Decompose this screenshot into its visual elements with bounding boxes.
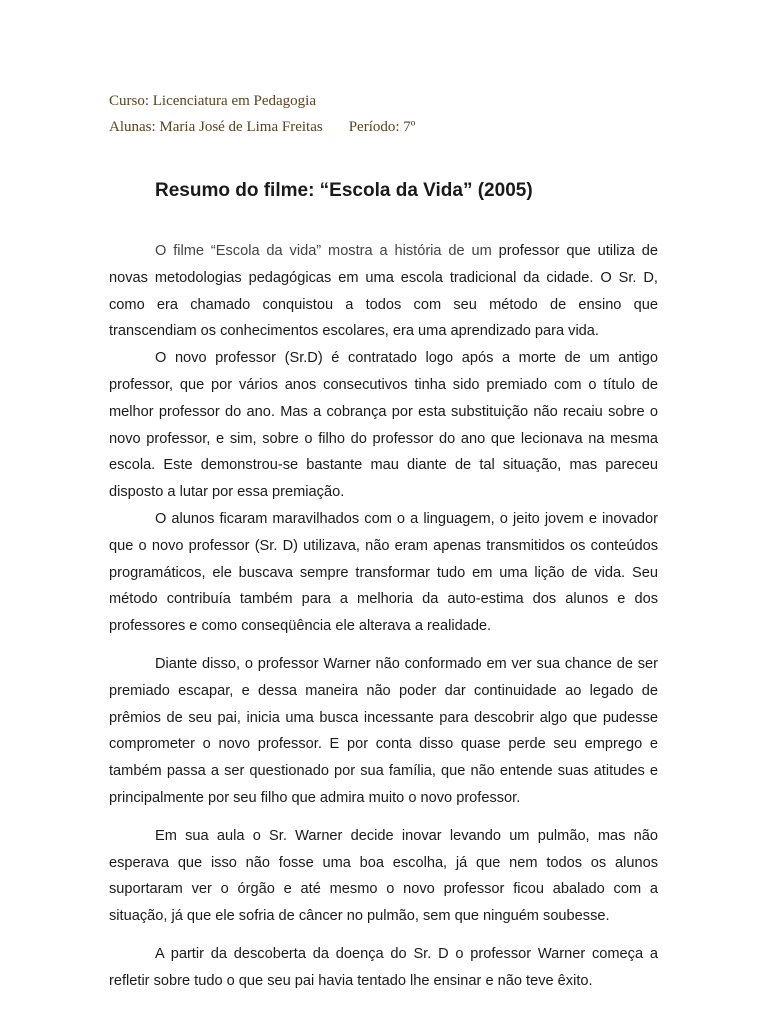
course-line: Curso: Licenciatura em Pedagogia [109, 93, 317, 109]
document-body [109, 238, 658, 995]
paragraph-6: A partir da descoberta da doença do Sr. D o professor Warner começa a refletir sobre tudo o que seu pai havia tentado lhe ensinar e não teve êxito. [109, 945, 658, 989]
paragraph-1-lead: O filme “Escola da vida” mostra a história de um [155, 243, 492, 259]
paragraph-5: Em sua aula o Sr. Warner decide inovar levando um pulmão, mas não esperava que isso não fosse uma boa escolha, já que nem todos os alunos suportaram ver o órgão e até mesmo o novo professor ficou abalado com a situação, já que ele sofria de câncer no pulmão, sem que ninguém soubesse. [109, 827, 658, 925]
paragraph-3: O alunos ficaram maravilhados com o a linguagem, o jeito jovem e inovador que o novo professor (Sr. D) utilizava, não eram apenas transmitidos os conteúdos programáticos, ele buscava sempre transformar tudo em uma lição de vida. Seu método contribuía também para a melhoria da auto-estima dos alunos e dos professores e como conseqüência ele alterava a realidade. [109, 510, 658, 635]
period-label: Período: 7º [348, 119, 416, 135]
document-title: Resumo do filme: “Escola da Vida” (2005) [155, 180, 533, 201]
paragraph-2: O novo professor (Sr.D) é contratado logo após a morte de um antigo professor, que por vários anos consecutivos tinha sido premiado com o título de melhor professor do ano. Mas a cobrança por esta substituição não recaiu sobre o novo professor, e sim, sobre o filho do professor do ano que lecionava na mesma escola. Este demonstrou-se bastante mau diante de tal situação, mas pareceu disposto a lutar por essa premiação. [109, 350, 658, 501]
paragraph-1 [109, 238, 658, 345]
students-line [109, 116, 415, 142]
document-header [109, 90, 415, 142]
paragraph-1-rest: professor que utiliza de novas metodologias pedagógicas em uma escola tradicional da cidade. O Sr. D, como era chamado conquistou a todos com seu método de ensino que transcendiam os conhecimentos escolares, era uma aprendizado para vida. [109, 243, 659, 340]
students-name: Alunas: Maria José de Lima Freitas [109, 119, 323, 135]
paragraph-4: Diante disso, o professor Warner não conformado em ver sua chance de ser premiado escapar, e dessa maneira não poder dar continuidade ao legado de prêmios de seu pai, inicia uma busca incessante para descobrir algo que pudesse comprometer o novo professor. E por conta disso quase perde seu emprego e também passa a ser questionado por sua família, que não entende suas atitudes e principalmente por seu filho que admira muito o novo professor. [109, 655, 658, 806]
